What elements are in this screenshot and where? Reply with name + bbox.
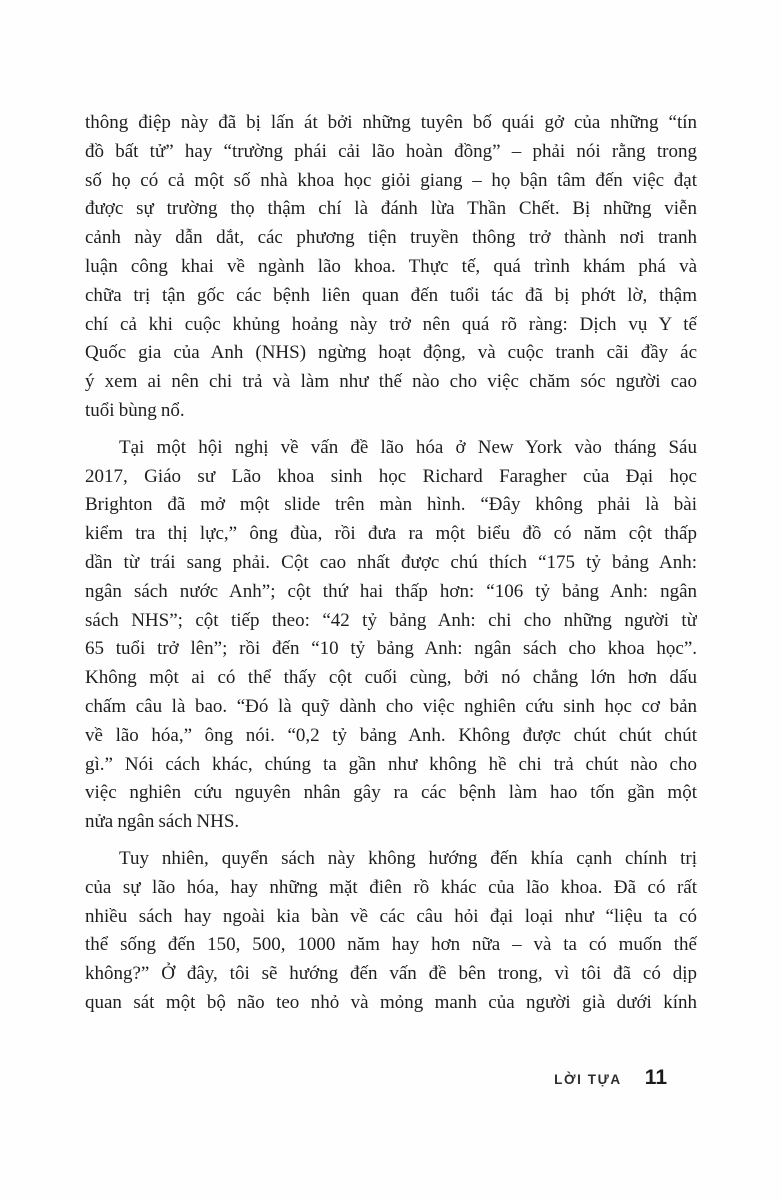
text-line: 65 tuổi trở lên”; rồi đến “10 tỷ bảng Anh: ngân sách cho khoa học”.	[85, 638, 697, 660]
footer-page-number: 11	[644, 1066, 667, 1089]
text-line: luận công khai về ngành lão khoa. Thực tế, quá trình khám phá và	[85, 255, 697, 277]
text-line: việc nghiên cứu nguyên nhân gây ra các bệnh làm hao tốn gần một	[85, 782, 697, 804]
text-line: chấm câu là bao. “Đó là quỹ dành cho việc nghiên cứu sinh học cơ bản	[85, 695, 697, 717]
page-text	[85, 109, 697, 1026]
text-line: Quốc gia của Anh (NHS) ngừng hoạt động, và cuộc tranh cãi đầy ác	[85, 342, 697, 364]
text-line: thể sống đến 150, 500, 1000 năm hay hơn nữa – và ta có muốn thế	[85, 934, 697, 956]
text-line: về lão hóa,” ông nói. “0,2 tỷ bảng Anh. Không được chút chút chút	[85, 724, 697, 746]
paragraph	[85, 845, 697, 1018]
paragraph	[85, 109, 697, 426]
text-line: được sự trường thọ thậm chí là đánh lừa Thần Chết. Bị những viễn	[85, 198, 697, 220]
text-line: số họ có cả một số nhà khoa học giỏi giang – họ bận tâm đến việc đạt	[85, 169, 697, 191]
text-line: tuổi bùng nổ.	[85, 399, 185, 421]
text-line: Không một ai có thể thấy cột cuối cùng, bởi nó chẳng lớn hơn dấu	[85, 667, 697, 689]
text-line: Tuy nhiên, quyển sách này không hướng đến khía cạnh chính trị	[119, 847, 697, 869]
paragraph	[85, 434, 697, 837]
text-line: gì.” Nói cách khác, chúng ta gần như không hề chi trả chút nào cho	[85, 753, 697, 775]
text-line: nửa ngân sách NHS.	[85, 811, 240, 833]
text-line: Brighton đã mở một slide trên màn hình. “Đây không phải là bài	[85, 494, 697, 516]
text-line: chí cả khi cuộc khủng hoảng này trở nên quá rõ ràng: Dịch vụ Y tế	[85, 313, 697, 335]
text-line: đồ bất tử” hay “trường phái cải lão hoàn đồng” – phải nói rằng trong	[85, 140, 697, 162]
text-line: dần từ trái sang phải. Cột cao nhất được chú thích “175 tỷ bảng Anh:	[85, 551, 697, 573]
text-line: cảnh này dẫn dắt, các phương tiện truyền thông trở thành nơi tranh	[85, 227, 697, 249]
text-line: kiểm tra thị lực,” ông đùa, rồi đưa ra một biểu đồ có năm cột thấp	[85, 523, 697, 545]
text-line: không?” Ở đây, tôi sẽ hướng đến vấn đề bên trong, vì tôi đã có dịp	[85, 963, 697, 985]
text-line: Tại một hội nghị về vấn đề lão hóa ở New York vào tháng Sáu	[119, 436, 697, 458]
text-line: quan sát một bộ não teo nhỏ và mỏng manh của người già dưới kính	[85, 991, 697, 1013]
text-line: chữa trị tận gốc các bệnh liên quan đến tuổi tác đã bị phớt lờ, thậm	[85, 284, 697, 306]
text-line: ngân sách nước Anh”; cột thứ hai thấp hơn: “106 tỷ bảng Anh: ngân	[85, 580, 697, 602]
page-footer	[554, 1066, 667, 1090]
text-line: sách NHS”; cột tiếp theo: “42 tỷ bảng Anh: chi cho những người từ	[85, 609, 697, 631]
text-line: ý xem ai nên chi trả và làm như thế nào cho việc chăm sóc người cao	[85, 371, 697, 393]
text-line: nhiều sách hay ngoài kia bàn về các câu hỏi đại loại như “liệu ta có	[85, 905, 697, 927]
footer-section-label: LỜI TỰA	[554, 1072, 622, 1087]
text-line: 2017, Giáo sư Lão khoa sinh học Richard Faragher của Đại học	[85, 465, 697, 487]
text-line: của sự lão hóa, hay những mặt điên rồ khác của lão khoa. Đã có rất	[85, 876, 697, 898]
text-line: thông điệp này đã bị lấn át bởi những tuyên bố quái gở của những “tín	[85, 112, 697, 133]
